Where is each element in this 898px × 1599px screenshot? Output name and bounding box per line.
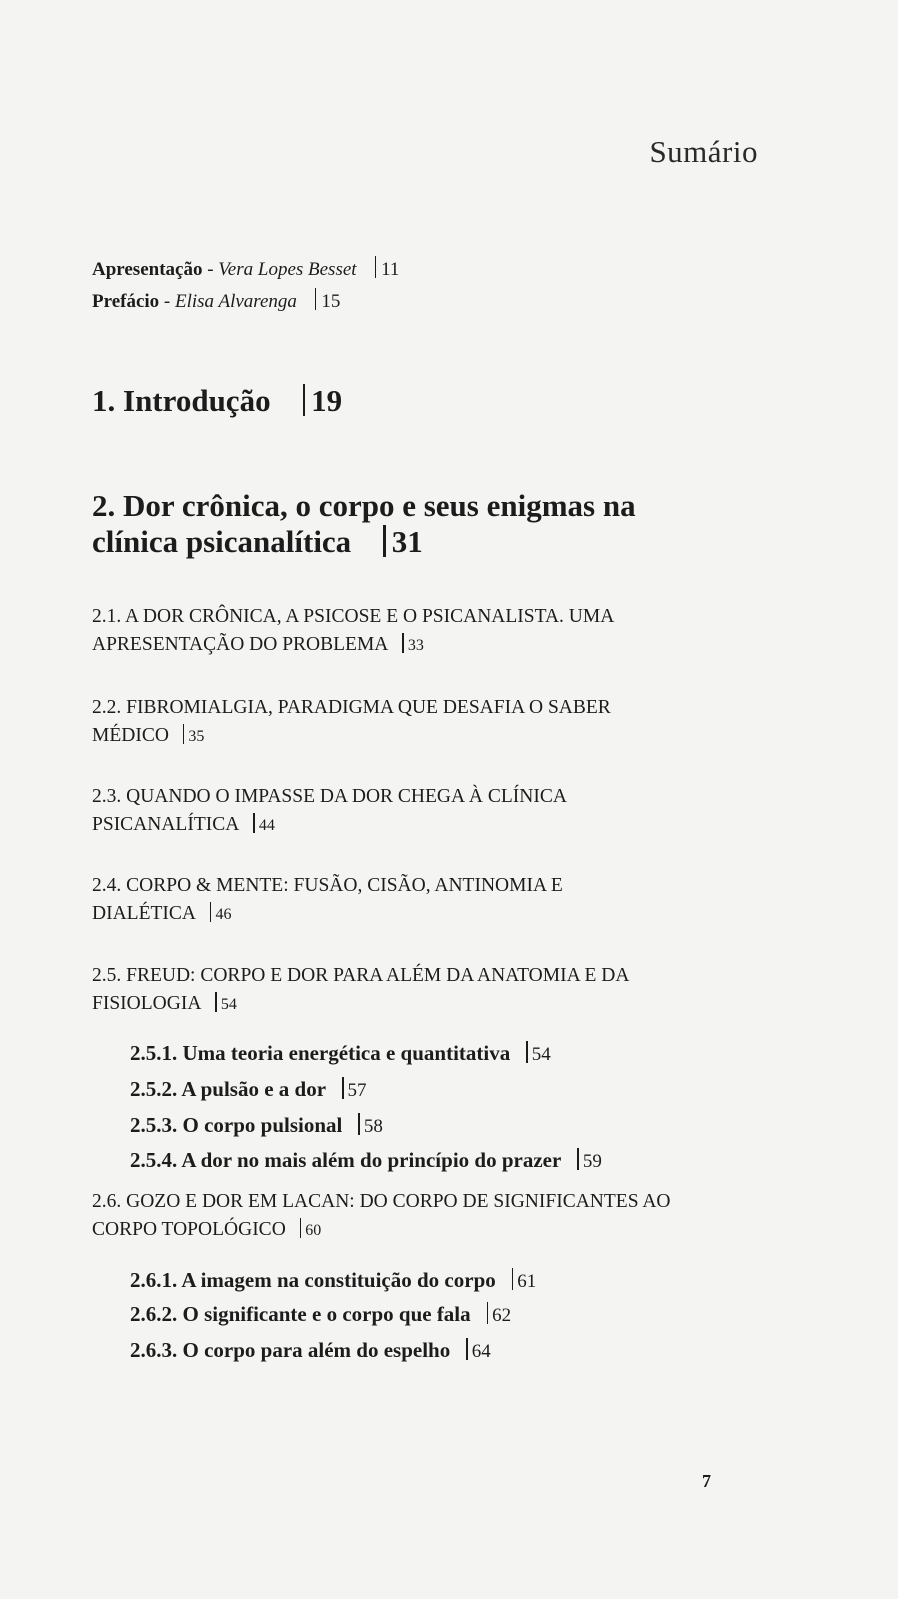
- page-title: Sumário: [649, 134, 758, 169]
- toc-entry-apresentacao: [92, 256, 399, 281]
- toc-chapter-2: [92, 488, 636, 560]
- separator-bar: [375, 256, 377, 278]
- toc-entry-prefacio: [92, 288, 340, 313]
- section-page: 60: [305, 1222, 322, 1239]
- chapter-page: 31: [391, 524, 423, 559]
- section-title-line2: CORPO TOPOLÓGICO: [92, 1219, 286, 1240]
- entry-author: Vera Lopes Besset: [218, 259, 357, 280]
- section-title-line2: PSICANALÍTICA: [92, 814, 240, 835]
- toc-section-2-5: [92, 962, 772, 1019]
- subsection-page: 57: [347, 1080, 367, 1101]
- section-title-line2: FISIOLOGIA: [92, 993, 202, 1014]
- section-title-line1: 2.5. FREUD: CORPO E DOR PARA ALÉM DA ANATOMIA E DA: [92, 965, 630, 986]
- subsection-title: 2.5.2. A pulsão e a dor: [130, 1077, 327, 1101]
- toc-subsection-2-6-1: [130, 1268, 536, 1293]
- separator-bar: [215, 992, 217, 1012]
- separator-bar: [466, 1338, 468, 1360]
- subsection-page: 59: [582, 1151, 602, 1172]
- subsection-page: 61: [517, 1271, 537, 1292]
- entry-label: Prefácio: [92, 291, 160, 312]
- separator-bar: [383, 525, 386, 557]
- separator-bar: [526, 1041, 528, 1063]
- separator-bar: [183, 724, 185, 744]
- subsection-page: 58: [363, 1116, 383, 1137]
- separator-bar: [342, 1077, 344, 1099]
- section-title-line1: 2.3. QUANDO O IMPASSE DA DOR CHEGA À CLÍNICA: [92, 786, 567, 807]
- section-title-line1: 2.4. CORPO & MENTE: FUSÃO, CISÃO, ANTINOMIA E: [92, 875, 563, 896]
- section-title-line1: 2.2. FIBROMIALGIA, PARADIGMA QUE DESAFIA O SABER: [92, 697, 611, 718]
- subsection-title: 2.6.2. O significante e o corpo que fala: [130, 1302, 471, 1326]
- separator-bar: [402, 633, 404, 653]
- chapter-title-line2: clínica psicanalítica: [92, 524, 352, 559]
- separator-bar: [210, 902, 212, 922]
- toc-subsection-2-5-2: [130, 1077, 367, 1102]
- separator-bar: [253, 813, 255, 833]
- toc-subsection-2-6-3: [130, 1338, 491, 1363]
- separator-bar: [300, 1218, 302, 1238]
- section-page: 35: [188, 728, 205, 745]
- subsection-page: 62: [492, 1305, 512, 1326]
- subsection-title: 2.5.4. A dor no mais além do princípio do prazer: [130, 1148, 562, 1172]
- subsection-page: 54: [531, 1044, 551, 1065]
- subsection-title: 2.6.1. A imagem na constituição do corpo: [130, 1268, 496, 1292]
- section-title-line1: 2.1. A DOR CRÔNICA, A PSICOSE E O PSICANALISTA. UMA: [92, 606, 615, 627]
- chapter-page: 19: [311, 383, 343, 418]
- section-title-line2: APRESENTAÇÃO DO PROBLEMA: [92, 634, 389, 655]
- section-title-line2: DIALÉTICA: [92, 903, 196, 924]
- toc-subsection-2-5-4: [130, 1148, 602, 1173]
- subsection-title: 2.5.3. O corpo pulsional: [130, 1113, 343, 1137]
- separator-bar: [315, 288, 317, 310]
- separator-bar: [512, 1268, 514, 1290]
- subsection-page: 64: [471, 1341, 491, 1362]
- separator-bar: [303, 384, 306, 416]
- entry-dash: -: [163, 291, 171, 312]
- subsection-title: 2.6.3. O corpo para além do espelho: [130, 1338, 451, 1362]
- entry-label: Apresentação: [92, 259, 203, 280]
- separator-bar: [487, 1302, 489, 1324]
- toc-section-2-1: [92, 603, 772, 660]
- section-page: 54: [220, 996, 237, 1013]
- section-page: 46: [215, 906, 232, 923]
- toc-section-2-3: [92, 783, 772, 840]
- section-page: 44: [258, 817, 275, 834]
- entry-author: Elisa Alvarenga: [175, 291, 297, 312]
- entry-page: 11: [381, 259, 400, 280]
- chapter-title-line1: 2. Dor crônica, o corpo e seus enigmas na: [92, 488, 636, 523]
- toc-chapter-1: [92, 383, 342, 419]
- section-title-line2: MÉDICO: [92, 725, 169, 746]
- entry-dash: -: [207, 259, 214, 280]
- toc-section-2-6: [92, 1188, 772, 1245]
- toc-subsection-2-5-1: [130, 1041, 551, 1066]
- page-number: 7: [702, 1471, 711, 1491]
- toc-section-2-2: [92, 694, 772, 751]
- separator-bar: [358, 1113, 360, 1135]
- chapter-title: 1. Introdução: [92, 383, 271, 418]
- toc-subsection-2-5-3: [130, 1113, 383, 1138]
- subsection-title: 2.5.1. Uma teoria energética e quantitativa: [130, 1041, 511, 1065]
- separator-bar: [577, 1148, 579, 1170]
- section-page: 33: [407, 637, 424, 654]
- entry-page: 15: [321, 291, 341, 312]
- toc-section-2-4: [92, 872, 772, 929]
- toc-subsection-2-6-2: [130, 1302, 511, 1327]
- section-title-line1: 2.6. GOZO E DOR EM LACAN: DO CORPO DE SIGNIFICANTES AO: [92, 1191, 671, 1212]
